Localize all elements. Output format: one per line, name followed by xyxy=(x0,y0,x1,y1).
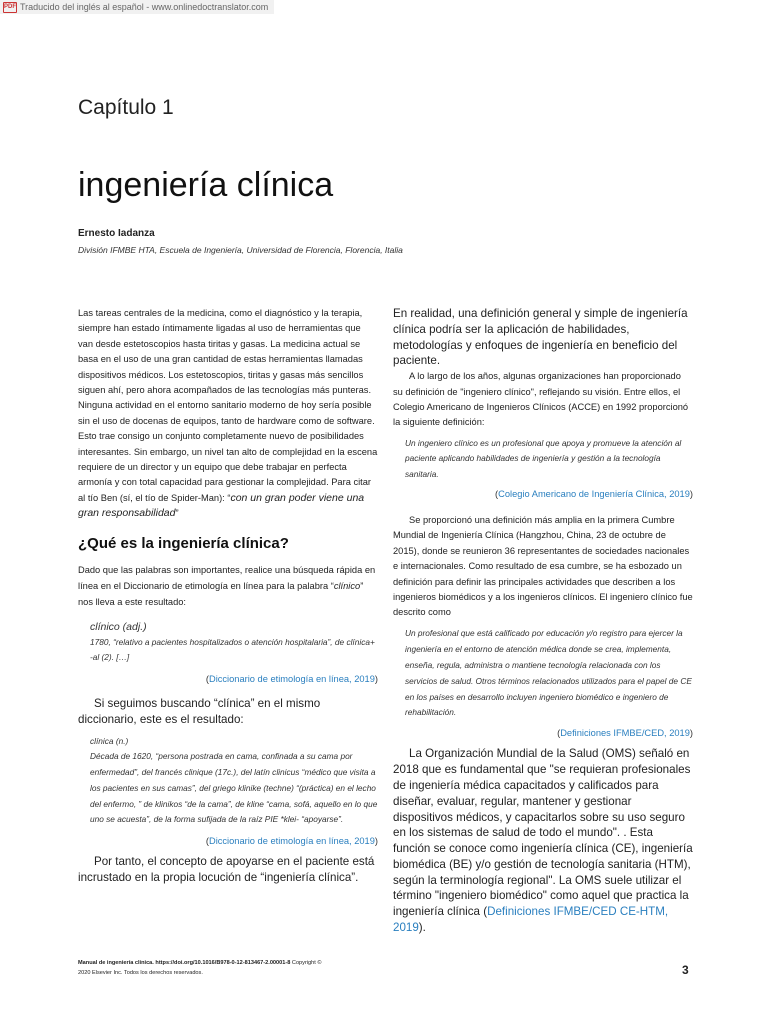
left-column xyxy=(78,306,378,886)
search-paragraph: Dado que las palabras son importantes, realice una búsqueda rápida en línea en el Diccionario de etimología en línea para la palabra “clínico” nos lleva a este resultado: xyxy=(78,564,376,607)
reference-etymology-2: (Diccionario de etimología en línea, 2019) xyxy=(205,835,378,846)
paragraph-clinica: Si seguimos buscando “clínica” en el mismo diccionario, este es el resultado: xyxy=(78,697,321,726)
ref-link-ifmbe-ce-htm[interactable]: Definiciones IFMBE/CED CE-HTM, 2019 xyxy=(393,905,669,935)
reference-acce: (Colegio Americano de Ingeniería Clínica, 2019) xyxy=(495,489,693,500)
page-number: 3 xyxy=(682,963,689,977)
quote-body-2: Década de 1620, “persona postrada en cama, confinada a su cama por enfermedad”, del francés clinique (17c.), del latín clinicus “médico que visita a los pacientes en sus camas”, del griego klinike (techne) “(práctica) en el lecho del enfermo, ” de klinikos “de la cama”, de kline “cama, sofá, aquello en lo que uno se acuesta”, de la forma sufijada de la raíz PIE *klei- “apoyarse”. xyxy=(90,751,378,825)
page-title: ingeniería clínica xyxy=(78,166,334,204)
quote-headword: clínico (adj.) xyxy=(90,620,147,633)
blockquote-clinico xyxy=(90,620,378,666)
paragraph-organizations: A lo largo de los años, algunas organizaciones han proporcionado su definición de "ingeniero clínico", reflejando su visión. Entre ellos, el Colegio Americano de Ingenieros Clínicos (ACCE) en 1992 proporcionó la siguiente definición: xyxy=(393,371,689,428)
author-name: Ernesto Iadanza xyxy=(78,228,155,239)
pdf-icon: PDF xyxy=(3,2,17,13)
chapter-label: Capítulo 1 xyxy=(78,96,174,119)
intro-quote: con un gran poder viene una gran responsabilidad xyxy=(78,491,365,520)
right-column xyxy=(393,306,693,936)
ref-link-etymology-2[interactable]: Diccionario de etimología en línea, 2019 xyxy=(208,835,375,846)
blockquote-ifmbe: Un profesional que está calificado por educación y/o registro para ejercer la ingeniería en el entorno de atención médica donde se crea, implementa, enseña, regula, administra o mantiene tecnología relacionada con los servicios de salud. Otros términos relacionados utilizados para el papel de CE en los países en desarrollo incluyen ingeniero biomédico e ingeniero de rehabilitación. xyxy=(405,627,692,718)
quote-headword-2: clínica (n.) xyxy=(90,735,129,746)
translator-banner[interactable] xyxy=(0,0,274,14)
intro-paragraph: Las tareas centrales de la medicina, como el diagnóstico y la terapia, siempre han estado íntimamente ligadas al uso de herramientas que van desde estetoscopios hasta tiritas y gasas. La medicina actual se basa en el uso de una gran cantidad de estas herramientas llamadas dispositivos médicos. Los estetoscopios, tiritas y gasas más sencillos siguen ahí, pero ahora acompañados de las tecnologías más punteras. Ninguna actividad en el entorno sanitario moderno de hoy sería posible sin el uso de docenas de equipos, tanto de hardware como de software. Esto trae consigo un conjunto completamente nuevo de posibilidades interesantes. Sin embargo, un nivel tan alto de complejidad en la escena requiere de un director y un equipo que debe trabajar en perfecta armonía y con total capacidad para gestionar la complejidad. Para citar al tío Ben (sí, el tío de Spider-Man): “con un gran poder viene una gran responsabilidad” xyxy=(78,308,378,520)
blockquote-acce: Un ingeniero clínico es un profesional que apoya y promueve la atención al paciente aplicando habilidades de ingeniería y gestión a la tecnología sanitaria. xyxy=(405,437,682,479)
footer-copyright: 2020 Elsevier Inc. Todos los derechos reservados. xyxy=(78,970,203,976)
reference-etymology-1: (Diccionario de etimología en línea, 2019) xyxy=(205,674,378,685)
paragraph-conclusion: Por tanto, el concepto de apoyarse en el paciente está incrustado en la propia locución de “ingeniería clínica”. xyxy=(78,854,375,884)
section-heading: ¿Qué es la ingeniería clínica? xyxy=(78,534,289,552)
footer-citation: Manual de ingeniería clínica. https://doi.org/10.1016/B978-0-12-813467-2.00001-8 Copyright © xyxy=(78,960,322,966)
paragraph-who: La Organización Mundial de la Salud (OMS) señaló en 2018 que es fundamental que "se requieran profesionales de ingeniería médica capacitados y calificados para diseñar, evaluar, regular, mantener y gestionar dispositivos médicos, y capacitarlos sobre su uso seguro en los sistemas de salud de todo el mundo". . Esta función se conoce como ingeniería clínica (CE), ingeniería biomédica (BE) y/o gestión de tecnología sanitaria (HTM), según la terminología regional". La OMS suele utilizar el término "ingeniero biomédico" como aquel que practica la ingeniería clínica (Definiciones IFMBE/CED CE-HTM, 2019). xyxy=(393,747,693,935)
blockquote-clinica xyxy=(90,734,378,828)
paragraph-summit: Se proporcionó una definición más amplia en la primera Cumbre Mundial de Ingeniería Clínica (Hangzhou, China, 23 de octubre de 2015), donde se reunieron 36 representantes de sociedades nacionales e internacionales. Como resultado de esa cumbre, se ha esbozado un definición para definir las principales actividades que describen a los ingenieros biomédicos y a los ingenieros clínicos. El ingeniero clínico fue descrito como xyxy=(393,515,693,618)
page-footer xyxy=(78,958,378,978)
paragraph-definition: En realidad, una definición general y simple de ingeniería clínica podría ser la aplicación de habilidades, metodologías y enfoques de ingeniería en beneficio del paciente. xyxy=(393,307,688,368)
ref-link-ifmbe[interactable]: Definiciones IFMBE/CED, 2019 xyxy=(560,728,690,739)
quote-body: 1780, “relativo a pacientes hospitalizados o atención hospitalaria”, de clínica+ -al (2). […] xyxy=(90,636,375,663)
reference-ifmbe: (Definiciones IFMBE/CED, 2019) xyxy=(557,728,693,739)
search-word: clínico xyxy=(333,580,361,591)
ref-link-acce[interactable]: Colegio Americano de Ingeniería Clínica, 2019 xyxy=(498,489,690,500)
author-affiliation: División IFMBE HTA, Escuela de Ingeniería, Universidad de Florencia, Florencia, Italia xyxy=(78,245,403,255)
ref-link-etymology-1[interactable]: Diccionario de etimología en línea, 2019 xyxy=(208,674,375,685)
banner-text[interactable]: Traducido del inglés al español - www.onlinedoctranslator.com xyxy=(20,2,269,12)
